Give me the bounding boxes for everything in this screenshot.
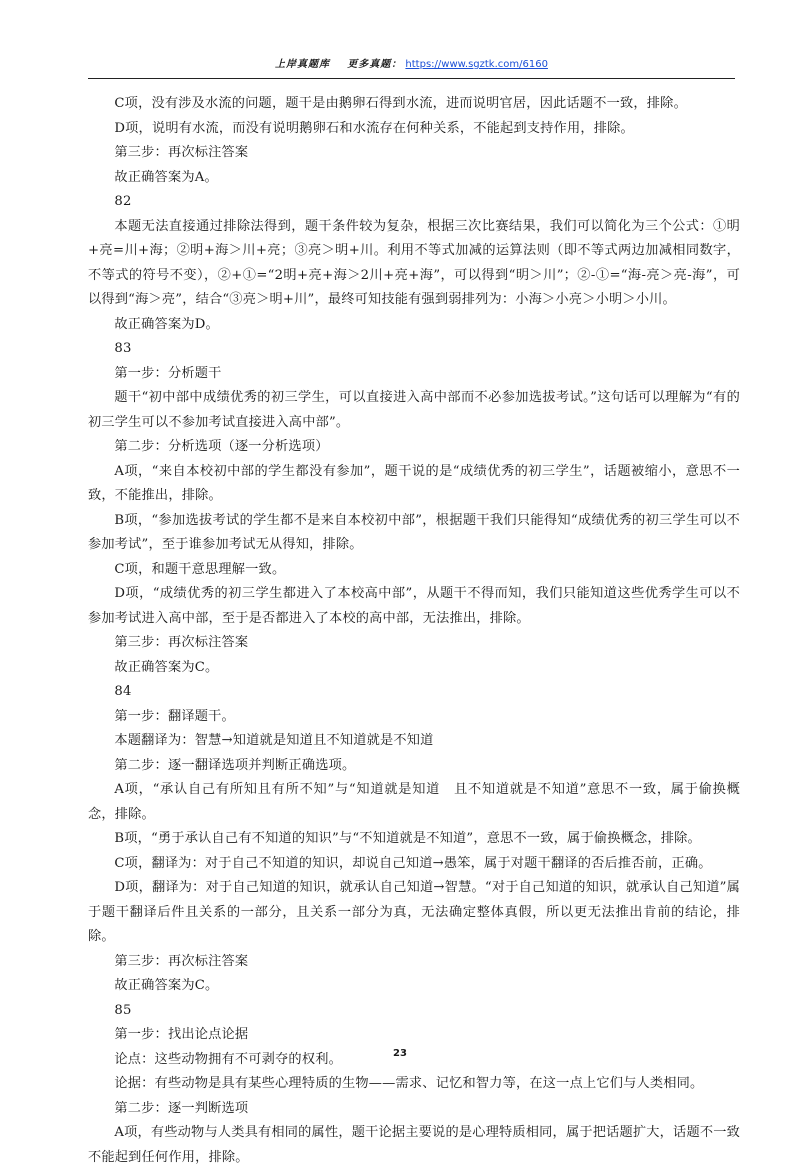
header-url-link[interactable]: https://www.sgztk.com/6160 <box>405 59 548 70</box>
header-brand: 上岸真题库 <box>275 59 331 70</box>
paragraph: C项，和题干意思理解一致。 <box>114 561 286 577</box>
paragraph: A项，“来自本校初中部的学生都没有参加”，题干说的是“成绩优秀的初三学生”，话题被缩小，意思不一致，不能推出，排除。 <box>88 463 740 503</box>
page-header <box>88 56 735 79</box>
paragraph: 第三步：再次标注答案 <box>114 635 249 650</box>
paragraph: 题干“初中部中成绩优秀的初三学生，可以直接进入高中部而不必参加选拔考试。”这句话可以理解为“有的初三学生可以不参加考试直接进入高中部”。 <box>88 390 740 430</box>
paragraph: 第二步：逐一判断选项 <box>114 1100 249 1116</box>
paragraph: 故正确答案为D。 <box>114 316 219 332</box>
paragraph: 故正确答案为C。 <box>114 659 219 675</box>
header-more-label: 更多真题： <box>347 59 403 70</box>
page-number: 23 <box>393 1048 407 1059</box>
paragraph: 第三步：再次标注答案 <box>114 953 249 969</box>
paragraph: A项，“承认自己有所知且有所不知”与“知道就是知道 且不知道就是不知道”意思不一致，属于偷换概念，排除。 <box>88 782 740 822</box>
paragraph: 故正确答案为A。 <box>114 169 218 185</box>
paragraph: 第二步：分析选项（逐一分析选项） <box>114 439 329 454</box>
paragraph: 第一步：分析题干 <box>114 365 222 381</box>
paragraph: 第二步：逐一翻译选项并判断正确选项。 <box>114 757 356 773</box>
paragraph: D项，“成绩优秀的初三学生都进入了本校高中部”，从题干不得而知，我们只能知道这些优秀学生可以不参加考试进入高中部，至于是否都进入了本校的高中部，无法推出，排除。 <box>88 586 740 626</box>
question-number: 82 <box>114 194 132 209</box>
paragraph: 第一步：翻译题干。 <box>114 708 235 724</box>
paragraph: 论据：有些动物是具有某些心理特质的生物——需求、记忆和智力等，在这一点上它们与人类相同。 <box>114 1076 704 1091</box>
question-number: 83 <box>114 341 132 356</box>
paragraph: 第一步：找出论点论据 <box>114 1027 249 1042</box>
paragraph: 故正确答案为C。 <box>114 978 219 993</box>
paragraph: B项，“参加选拔考试的学生都不是来自本校初中部”，根据题干我们只能得知“成绩优秀的初三学生可以不参加考试”，至于谁参加考试无从得知，排除。 <box>88 512 740 552</box>
paragraph: C项，翻译为：对于自己不知道的知识，却说自己知道→愚笨，属于对题干翻译的否后推否前，正确。 <box>114 855 712 871</box>
question-number: 84 <box>114 684 132 699</box>
paragraph: D项，翻译为：对于自己知道的知识，就承认自己知道→智慧。“对于自己知道的知识，就承认自己知道”属于题干翻译后件且关系的一部分，且关系一部分为真，无法确定整体真假，所以更无法推出肯前的结论，排除。 <box>88 880 740 944</box>
paragraph: B项，“勇于承认自己有不知道的知识”与“不知道就是不知道”，意思不一致，属于偷换概念，排除。 <box>114 831 701 846</box>
document-body <box>88 92 740 1170</box>
paragraph: D项，说明有水流，而没有说明鹅卵石和水流存在何种关系，不能起到支持作用，排除。 <box>114 120 634 136</box>
paragraph: 论点：这些动物拥有不可剥夺的权利。 <box>114 1051 342 1067</box>
paragraph: 第三步：再次标注答案 <box>114 145 249 160</box>
paragraph: 本题翻译为：智慧→知道就是知道且不知道就是不知道 <box>114 733 434 748</box>
paragraph: A项，有些动物与人类具有相同的属性，题干论据主要说的是心理特质相同，属于把话题扩大，话题不一致不能起到任何作用，排除。 <box>88 1125 740 1165</box>
paragraph: 本题无法直接通过排除法得到，题干条件较为复杂，根据三次比赛结果，我们可以简化为三个公式：①明+亮=川+海；②明+海＞川+亮；③亮＞明+川。利用不等式加减的运算法则（即不等式两边加减相同数字，不等式的符号不变），②+①=“2明+亮+海＞2川+亮+海”，可以得到“明＞川”；②-①=“海-亮＞亮-海”，可以得到“海＞亮”，结合“③亮＞明+川”，最终可知技能有强到弱排列为：小海＞小亮＞小明＞小川。 <box>88 218 741 307</box>
question-number: 85 <box>114 1002 132 1018</box>
paragraph: C项，没有涉及水流的问题，题干是由鹅卵石得到水流，进而说明官居，因此话题不一致，排除。 <box>114 96 687 111</box>
